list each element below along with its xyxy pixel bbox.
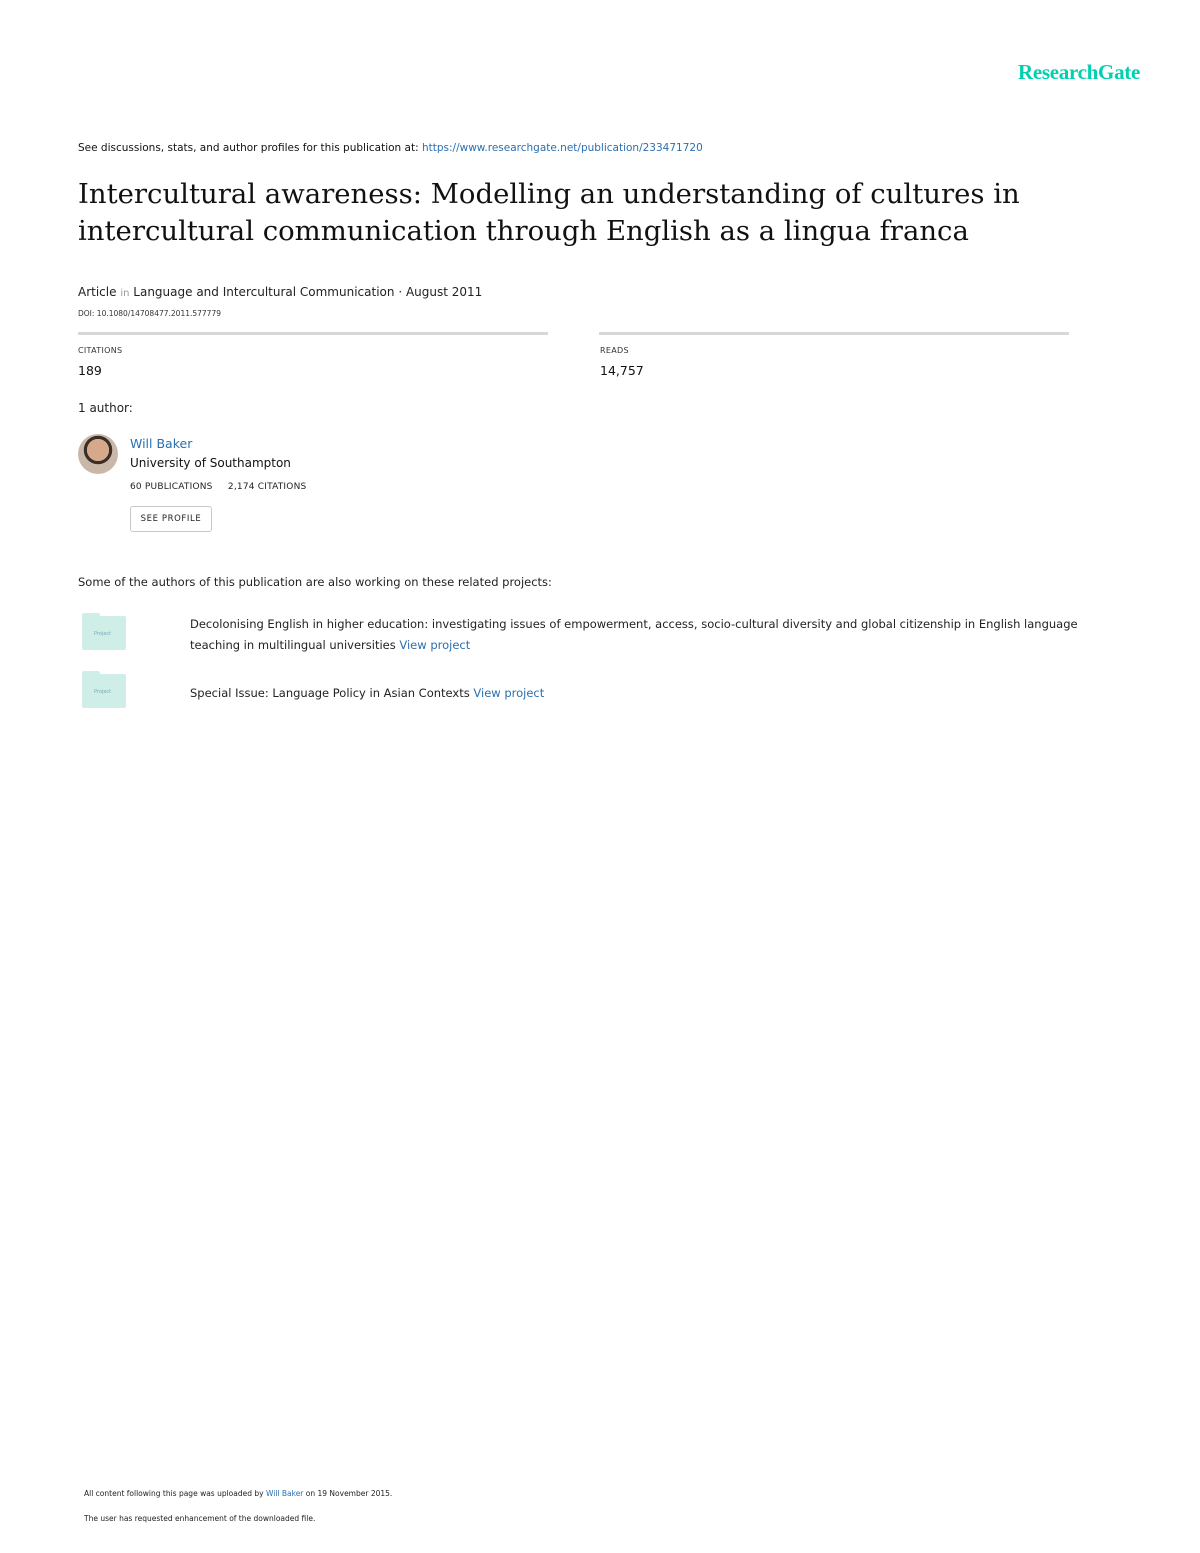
publication-url-link[interactable]: https://www.researchgate.net/publication/233471720 xyxy=(421,142,703,154)
related-project-item xyxy=(190,683,1090,704)
project-folder-icon xyxy=(82,616,126,650)
upload-prefix: All content following this page was uploaded by xyxy=(84,1489,264,1498)
author-affiliation: University of Southampton xyxy=(130,456,291,470)
citations-label: CITATIONS xyxy=(78,346,123,355)
doi: DOI: 10.1080/14708477.2011.577779 xyxy=(78,309,222,318)
researchgate-logo[interactable]: ResearchGate xyxy=(1018,60,1140,84)
reads-divider xyxy=(599,332,1069,335)
discussion-line xyxy=(78,142,703,154)
authors-count: 1 author: xyxy=(78,401,133,415)
author-citations: 2,174 CITATIONS xyxy=(227,482,307,492)
project-folder-icon xyxy=(82,674,126,708)
view-project-link[interactable]: View project xyxy=(399,638,471,652)
project-description: Special Issue: Language Policy in Asian Contexts xyxy=(190,686,470,700)
author-stats xyxy=(130,482,306,492)
publication-date: · August 2011 xyxy=(398,285,483,299)
uploader-link[interactable]: Will Baker xyxy=(265,1489,304,1498)
publication-title: Intercultural awareness: Modelling an understanding of cultures in intercultural communication through English as a lingua franca xyxy=(78,178,1020,247)
project-icon-label: Project xyxy=(94,631,112,637)
see-profile-button[interactable]: SEE PROFILE xyxy=(130,506,212,532)
view-project-link[interactable]: View project xyxy=(473,686,545,700)
related-projects-intro: Some of the authors of this publication are also working on these related projects: xyxy=(78,575,552,589)
citations-value: 189 xyxy=(78,363,102,378)
enhancement-notice: The user has requested enhancement of the downloaded file. xyxy=(84,1514,316,1523)
discussion-text: See discussions, stats, and author profiles for this publication at: xyxy=(78,142,419,154)
upload-notice xyxy=(84,1489,392,1498)
publication-type: Article xyxy=(78,285,117,299)
project-icon-label: Project xyxy=(94,689,112,695)
project-description: Decolonising English in higher education: investigating issues of empowerment, access, socio-cultural diversity and global citizenship in English language teaching in multilingual universities xyxy=(190,617,1078,652)
reads-label: READS xyxy=(600,346,629,355)
author-publications: 60 PUBLICATIONS xyxy=(130,482,213,492)
related-project-item xyxy=(190,614,1090,656)
author-avatar[interactable] xyxy=(78,434,118,474)
in-label: in xyxy=(120,288,130,299)
citations-divider xyxy=(78,332,548,335)
reads-value: 14,757 xyxy=(600,363,644,378)
author-name-link[interactable]: Will Baker xyxy=(130,436,193,451)
journal-name: Language and Intercultural Communication xyxy=(133,285,395,299)
upload-date: on 19 November 2015. xyxy=(305,1489,393,1498)
publication-meta xyxy=(78,285,482,299)
